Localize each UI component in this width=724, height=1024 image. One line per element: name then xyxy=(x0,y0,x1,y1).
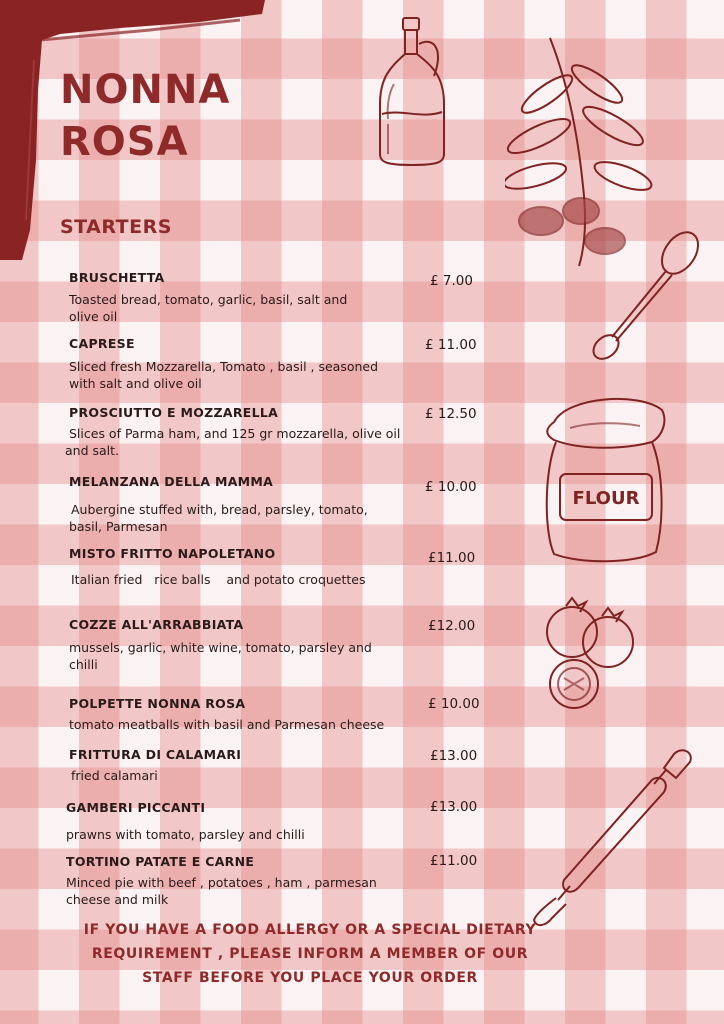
rolling-pin-icon xyxy=(526,740,706,930)
item-price: £11.00 xyxy=(430,853,478,869)
item-name: MISTO FRITTO NAPOLETANO xyxy=(69,546,276,561)
oil-bottle-icon xyxy=(372,14,452,169)
item-description: Sliced fresh Mozzarella, Tomato , basil , seasoned with salt and olive oil xyxy=(69,359,379,391)
notice-line-1: IF YOU HAVE A FOOD ALLERGY OR A SPECIAL DIETARY xyxy=(83,922,537,938)
tomatoes-icon xyxy=(540,592,640,712)
allergy-notice xyxy=(40,918,580,990)
item-description: Aubergine stuffed with, bread, parsley, tomato, basil, Parmesan xyxy=(69,502,368,534)
item-name: COZZE ALL'ARRABBIATA xyxy=(69,617,244,632)
item-description: mussels, garlic, white wine, tomato, parsley and chilli xyxy=(69,640,372,672)
item-name: PROSCIUTTO E MOZZARELLA xyxy=(69,405,279,420)
item-price: £ 10.00 xyxy=(425,479,477,495)
item-description: Slices of Parma ham, and 125 gr mozzarella, olive oil and salt. xyxy=(65,426,401,458)
flour-label: FLOUR xyxy=(572,488,640,509)
item-price: £13.00 xyxy=(430,748,478,764)
item-description: prawns with tomato, parsley and chilli xyxy=(66,827,305,842)
item-name: POLPETTE NONNA ROSA xyxy=(69,696,246,711)
section-title: STARTERS xyxy=(60,216,172,238)
item-name: BRUSCHETTA xyxy=(69,270,165,285)
item-price: £ 12.50 xyxy=(425,406,477,422)
item-price: £ 10.00 xyxy=(428,696,480,712)
item-description: fried calamari xyxy=(71,768,158,783)
notice-line-2: REQUIREMENT , PLEASE INFORM A MEMBER OF OUR xyxy=(91,946,529,962)
item-name: FRITTURA DI CALAMARI xyxy=(69,747,242,762)
restaurant-title xyxy=(60,64,230,168)
item-name: MELANZANA DELLA MAMMA xyxy=(69,474,274,489)
item-name: CAPRESE xyxy=(69,336,135,351)
flour-sack-icon xyxy=(540,392,670,567)
item-price: £ 11.00 xyxy=(425,337,477,353)
item-description: Italian fried rice balls and potato croquettes xyxy=(71,572,366,587)
title-line-2: ROSA xyxy=(60,119,189,165)
item-name: GAMBERI PICCANTI xyxy=(66,800,206,815)
notice-line-3: STAFF BEFORE YOU PLACE YOUR ORDER xyxy=(142,970,478,986)
item-price: £12.00 xyxy=(428,618,476,634)
item-price: £11.00 xyxy=(428,550,476,566)
item-description: Toasted bread, tomato, garlic, basil, salt and olive oil xyxy=(69,292,348,324)
item-description: tomato meatballs with basil and Parmesan cheese xyxy=(69,717,385,732)
item-name: TORTINO PATATE E CARNE xyxy=(66,854,255,869)
item-description: Minced pie with beef , potatoes , ham , parmesan cheese and milk xyxy=(66,875,377,907)
item-price: £13.00 xyxy=(430,799,478,815)
spoon-icon xyxy=(586,225,706,365)
title-line-1: NONNA xyxy=(60,67,231,113)
item-price: £ 7.00 xyxy=(430,273,473,289)
